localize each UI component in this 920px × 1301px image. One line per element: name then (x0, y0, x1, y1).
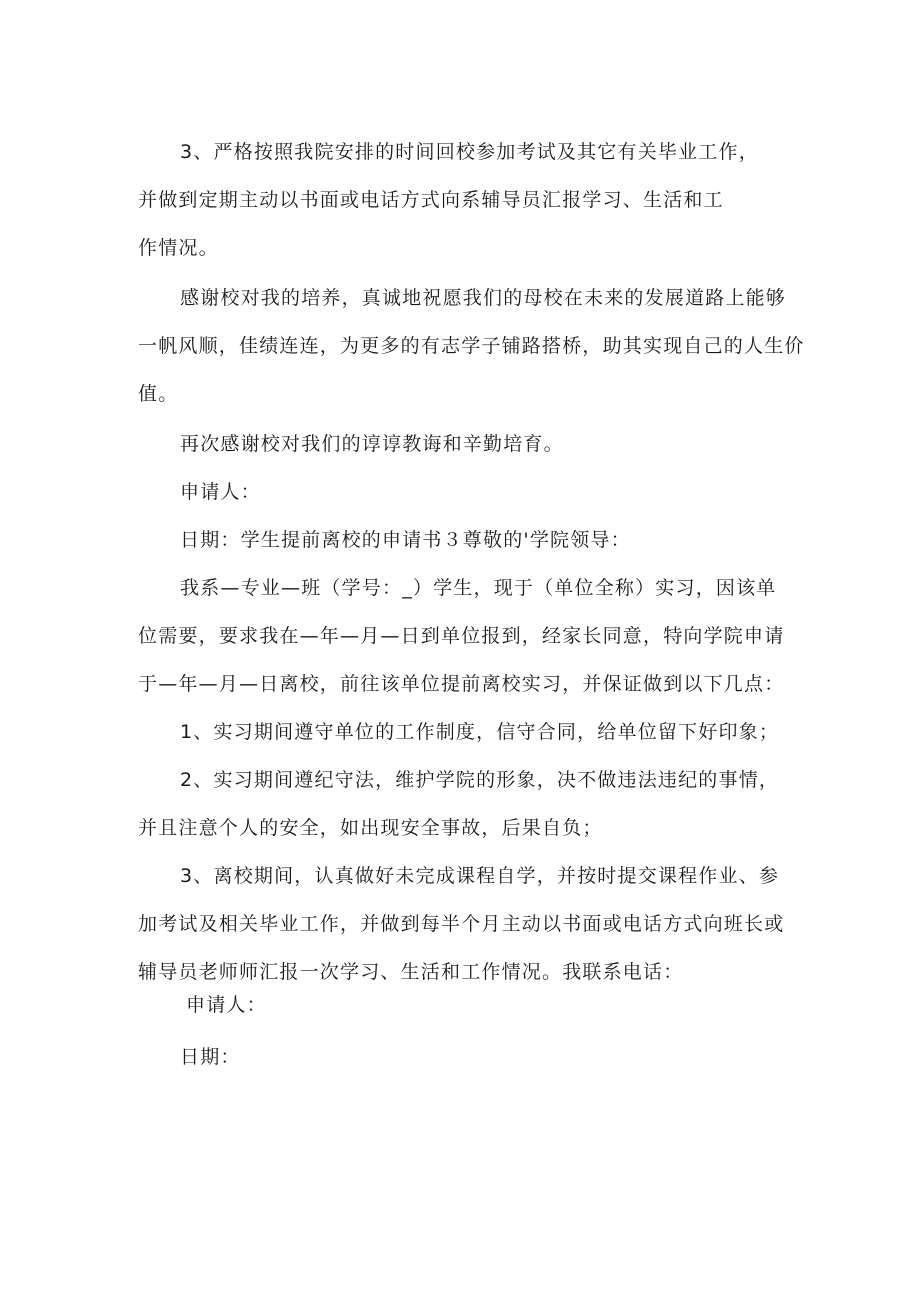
signature-label: 申请人： (186, 994, 267, 1016)
list-item: 3、离校期间，认真做好未完成课程自学，并按时提交课程作业、参 (180, 865, 780, 887)
paragraph-line: 值。 (138, 383, 179, 405)
list-item: 2、实习期间遵纪守法，维护学院的形象，决不做违法违纪的事情， (180, 769, 780, 791)
paragraph-line: 并做到定期主动以书面或电话方式向系辅导员汇报学习、生活和工 (138, 189, 724, 211)
paragraph-line: 位需要，要求我在—年—月—日到单位报到，经家长同意，特向学院申请 (138, 625, 785, 647)
date-label: 日期：学生提前离校的申请书３尊敬的'学院领导： (180, 529, 631, 551)
paragraph-line: 3、严格按照我院安排的时间回校参加考试及其它有关毕业工作， (180, 141, 759, 163)
paragraph-line: 我系—专业—班（学号：_）学生，现于（单位全称）实习，因该单 (180, 577, 777, 599)
paragraph-line: 再次感谢校对我们的谆谆教诲和辛勤培育。 (180, 433, 564, 455)
paragraph-line: 一帆风顺，佳绩连连，为更多的有志学子铺路搭桥，助其实现自己的人生价 (138, 335, 805, 357)
paragraph-line: 感谢校对我的培养，真诚地祝愿我们的母校在未来的发展道路上能够 (180, 287, 787, 309)
paragraph-line: 并且注意个人的安全，如出现安全事故，后果自负； (138, 817, 603, 839)
paragraph-line: 于—年—月—日离校，前往该单位提前离校实习，并保证做到以下几点： (138, 673, 785, 695)
date-label: 日期： (180, 1046, 241, 1068)
paragraph-line: 加考试及相关毕业工作，并做到每半个月主动以书面或电话方式向班长或 (138, 913, 785, 935)
list-item: 1、实习期间遵守单位的工作制度，信守合同，给单位留下好印象； (180, 721, 780, 743)
signature-label: 申请人： (180, 481, 261, 503)
paragraph-line: 辅导员老师师汇报一次学习、生活和工作情况。我联系电话： (138, 961, 684, 983)
paragraph-line: 作情况。 (138, 237, 219, 259)
